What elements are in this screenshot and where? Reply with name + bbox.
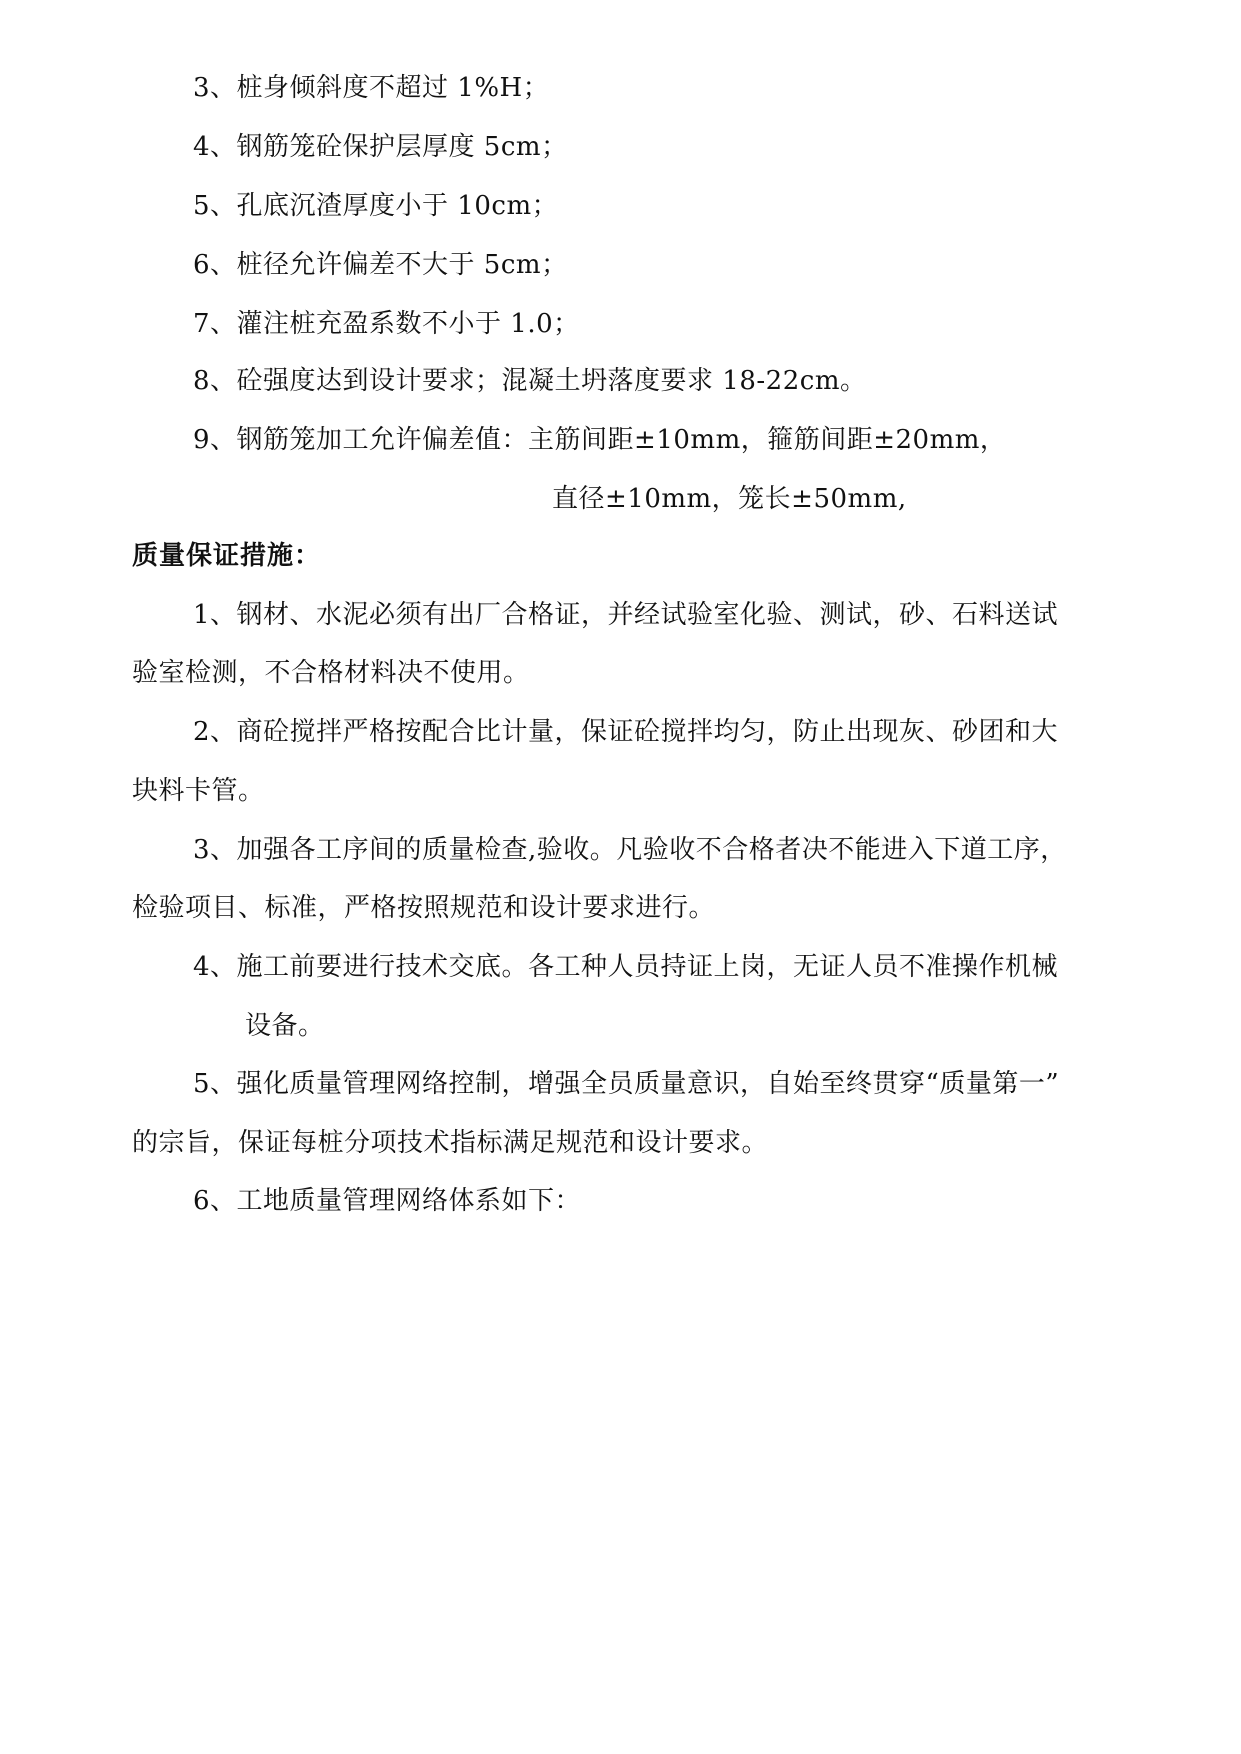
- measure-item: 6、工地质量管理网络体系如下：: [193, 1186, 582, 1216]
- measure-item: 1、钢材、水泥必须有出厂合格证，并经试验室化验、测试，砂、石料送试: [193, 600, 1059, 630]
- requirement-item: 7、灌注桩充盈系数不小于 1.0；: [193, 309, 580, 339]
- requirement-item: 4、钢筋笼砼保护层厚度 5cm；: [193, 132, 568, 162]
- measure-item-continuation: 检验项目、标准，严格按照规范和设计要求进行。: [132, 893, 716, 923]
- requirement-item: 3、桩身倾斜度不超过 1%H；: [193, 73, 550, 103]
- requirement-item: 6、桩径允许偏差不大于 5cm；: [193, 250, 568, 280]
- measure-item: 4、施工前要进行技术交底。各工种人员持证上岗，无证人员不准操作机械: [193, 952, 1059, 982]
- measure-item: 5、强化质量管理网络控制，增强全员质量意识，自始至终贯穿“质量第一”: [193, 1069, 1060, 1099]
- requirement-item: 8、砼强度达到设计要求；混凝土坍落度要求 18-22cm。: [193, 366, 867, 396]
- measure-item: 3、加强各工序间的质量检查,验收。凡验收不合格者决不能进入下道工序，: [193, 835, 1067, 865]
- requirement-item: 9、钢筋笼加工允许偏差值：主筋间距±10mm，箍筋间距±20mm，: [193, 425, 1007, 455]
- measure-item-continuation: 验室检测，不合格材料决不使用。: [132, 658, 530, 688]
- requirement-item-continuation: 直径±10mm，笼长±50mm,: [552, 484, 907, 514]
- measure-item-continuation: 块料卡管。: [132, 776, 265, 806]
- measure-item: 2、商砼搅拌严格按配合比计量，保证砼搅拌均匀，防止出现灰、砂团和大: [193, 717, 1059, 747]
- measure-item-continuation: 的宗旨，保证每桩分项技术指标满足规范和设计要求。: [132, 1128, 769, 1158]
- requirement-item: 5、孔底沉渣厚度小于 10cm；: [193, 191, 559, 221]
- measure-item-continuation: 设备。: [245, 1011, 325, 1041]
- section-title: 质量保证措施：: [132, 541, 322, 571]
